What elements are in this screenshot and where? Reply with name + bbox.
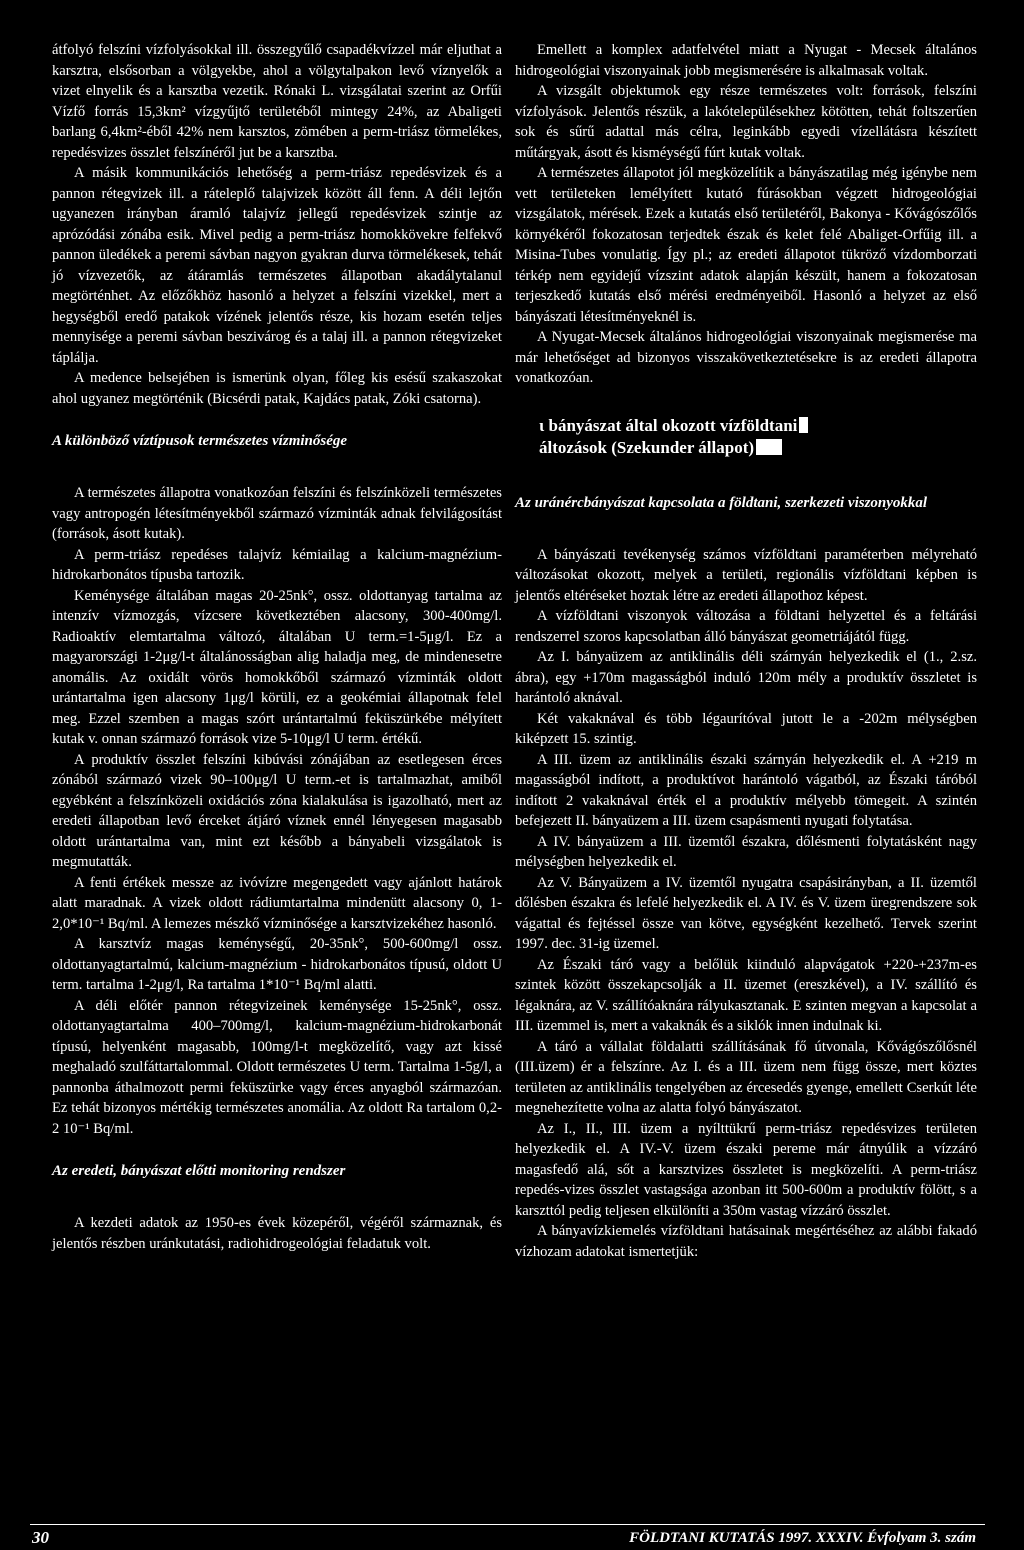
paragraph: A vízföldtani viszonyok változása a földtani helyzettel és a feltárási rendszerrel szoros kapcsolatban álló bányászat geometriájától függ. (515, 608, 977, 645)
section-heading: A különböző víztípusok természetes vízminősége (52, 433, 348, 449)
paragraph: A IV. bányaüzem a III. üzemtől északra, dőlésmenti folytatásként nagy mélységben helyezkedik el. (515, 833, 977, 870)
paragraph: A másik kommunikációs lehetőség a perm-triász repedésvizek és a pannon rétegvizek ill. a ráteleplő talajvizek között áll fenn. A déli lejtőn ugyanezen irányban áramló talajvíz jellegű repedésvizek szintje az aprózódási zónába esik. Mivel pedig a perm-triász homokkövekre felfekvő pannon üledékek a peremi sávban nagyon gyakran durva törmelékesek, tehát jó vízvezetők, az átáramlás természetes állapotban akadálytalanul megtörténhet. Az előzőkhöz hasonló a helyzet a felszíni vizekkel, mert a hegységből eredő patakok vízének jelentős része, kis hozam esetén teljes mennyisége a peremi sávban beszivárog és a talaj ill. a pannon rétegvizeket táplálja. (52, 165, 502, 366)
paragraph: Keménysége általában magas 20-25nk°, ossz. oldottanyag tartalma az intenzív vízmozgás, vízcsere következtében alacsony, 300-400mg/l. Radioaktív elemtartalma változó, általában U term.=1-5μg/l. Ez a magyarországi 1-2μg/l-t általánosságban alig haladja meg, de mindenesetre anomális. Az oxidált vörös homokkőből származó vízminták oldott urántartalma igen alacsony 1μg/l körüli, ez a geokémiai állapotnak felel meg. Ezzel szemben a magas szórt urántartalmú feküszürkébe mélyített kutak v. onnan származó források vize 5-10μg/l U term. értékű. (52, 587, 502, 747)
paragraph: A vizsgált objektumok egy része természetes volt: források, felszíni vízfolyások. Jelentős részük, a lakótelepülésekhez kötötten, tehát foltszerűen sok és sűrű adattal más célra, leginkább egyedi vízellátásra készített műtárgyak, ásott és kisméységű fúrt kutak voltak. (515, 83, 977, 161)
paragraph: Az V. Bányaüzem a IV. üzemtől nyugatra csapásirányban, a II. üzemtől dőlésben északra és lefelé helyezkedik el. A IV. és V. üzem üregrendszere sok vágattal és fejtéssel össze van kötve, egységként kezelhető. Tervek szerint 1997. dec. 31-ig üzemel. (515, 874, 977, 952)
right-column (515, 40, 977, 1262)
paragraph: A természetes állapotot jól megközelítik a bányászatilag még igénybe nem vett területeken lemélyített kutató fúrásokban végzett hidrogeológiai vizsgálatok, mérések. Ezek a kutatás első területéről, Bakonya - Kővágószőlős környékéről fokozatosan terjedtek észak és kelet felé Abaliget-Orfűig ill. a Misina-Tubes vonulatig. Így pl.; az eredeti állapotot tükröző vízdomborzati térkép nem egyidejű vízszint adatok alapján készült, hanem a fokozatosan terjeszkedő kutatás első mérési eredményeiből. Hasonló a helyzet az első bányászati létesítményeknél is. (515, 165, 977, 325)
chapter-heading (539, 415, 977, 459)
paragraph: A bányászati tevékenység számos vízföldtani paraméterben mélyreható változásokat okozott, melyek a területi, regionális vízföldtani képben is jelentős eltéréseket hoztak létre az eredeti állapothoz képest. (515, 546, 977, 604)
paragraph: A kezdeti adatok az 1950-es évek közepéről, végéről származnak, és jelentős részben uránkutatási, radiohidrogeológiai feladatuk volt. (52, 1215, 502, 1252)
chapter-heading-line-1: ι bányászat által okozott vízföldtani (539, 415, 798, 435)
paragraph: Két vakaknával és több légaurítóval jutott le a -202m mélységben kiképzett 15. szintig. (515, 710, 977, 747)
paragraph: A déli előtér pannon rétegvizeinek keménysége 15-25nk°, ossz. oldottanyagtartalma 400–700mg/l, kalcium-magnézium-hidrokarbonát típusú, helyenként magasabb, 100mg/l-t megközelítő, vagy azt kissé meghaladó szulfáttartalommal. Oldott természetes U term. Tartalma 1-5g/l, a pannonba áthalmozott permi feküszürke vagy érces anyagból származóan. Ez tehát bizonyos mértékig természetes anomália. Az oldott Ra tartalom 0,2-2 10⁻¹ Bq/ml. (52, 997, 502, 1137)
chapter-heading-line-2: áltozások (Szekunder állapot) (539, 437, 755, 457)
paragraph: Az I. bányaüzem az antiklinális déli szárnyán helyezkedik el (1., 2.sz. ábra), egy +170m magasságból induló 120m mély a produktív összletet is harántoló aknával. (515, 649, 977, 706)
block-marker-icon (756, 439, 782, 455)
paragraph: A perm-triász repedéses talajvíz kémiailag a kalcium-magnézium-hidrokarbonátos típusba tartozik. (52, 546, 502, 583)
paragraph: A természetes állapotra vonatkozóan felszíni és felszínközeli természetes vagy antropogén létesítményekből származó vízminták adnak felvilágosítást (források, ásott kutak). (52, 485, 502, 542)
paragraph: A Nyugat-Mecsek általános hidrogeológiai viszonyainak megismerése ma már lehetőséget ad bizonyos visszakövetkeztetésekre is az eredeti állapotra vonatkozóan. (515, 329, 977, 386)
paragraph: Az Északi táró vagy a belőlük kiinduló alapvágatok +220-+237m-es szintek között összekapcsolják a II. üzemet (ereszkével), a IV. szállító és légaknára, az V. szállítóaknára rályukasztanak. E szinten megvan a kapcsolat a III. üzemmel is, mert a vakaknák és a siklók innen indulnak ki. (515, 956, 977, 1034)
paragraph: A medence belsejében is ismerünk olyan, főleg kis esésű szakaszokat ahol ugyanez megtörténik (Bicsérdi patak, Kajdács patak, Zóki csatorna). (52, 370, 502, 407)
paragraph: A bányavízkiemelés vízföldtani hatásainak megértéséhez az alábbi fakadó vízhozam adatokat ismertetjük: (515, 1223, 977, 1260)
paragraph: Az I., II., III. üzem a nyílttükrű perm-triász repedésvizes területen helyezkedik el. A IV.-V. üzem északi pereme már átnyúlik a vízzáró magasfedő alá, sőt a karsztvizes összletet is megközelíti. A perm-triász repedés-vizes összlet vastagsága azonban itt 500-600m a produktív fölött, s a karszttól pedig teljesen elkülöníti a 350m vastag vízzáró összlet. (515, 1120, 977, 1219)
paragraph: A táró a vállalat földalatti szállításának fő útvonala, Kővágószőlősnél (III.üzem) ér a felszínre. Az I. és a III. üzem nem függ össze, mert köztes területen az antiklinális tengelyében az ércesedés gyenge, emellett Cserkút léte megnehezítette volna az alatta folyó bányászatot. (515, 1038, 977, 1116)
paragraph: A produktív összlet felszíni kibúvási zónájában az esetlegesen érces zónából származó vizek 90–100μg/l U term.-et is tartalmazhat, amiből egyébként a felszínközeli oxidációs zóna kialakulása is igazolható, mert az eredeti állapotban levő érceket átjáró víznek ennél lényegesen magasabb oldott urántartalma van, mint ezt később a bányabeli vizsgálatok is megmutatták. (52, 751, 502, 870)
paragraph: A karsztvíz magas keménységű, 20-35nk°, 500-600mg/l ossz. oldottanyagtartalmú, kalcium-magnézium - hidrokarbonátos típusú, oldott U term. tartalma 1-2μg/l, Ra tartalma 1*10⁻¹ Bq/ml alatti. (52, 936, 502, 993)
footer-rule (30, 1524, 985, 1525)
paragraph: átfolyó felszíni vízfolyásokkal ill. összegyűlő csapadékvízzel már eljuthat a karsztra, elsősorban a völgyekbe, ahol a völgytalpakon levő víznyelők a vizet elnyelik és a karsztba vezetik. Rónaki L. vizsgálatai szerint az Orfűi Vízfő forrás 15,3km² vízgyűjtő területéből mintegy 24%, az Abaligeti barlang 6,4km²-éből 42% nem karsztos, zömében a perm-triász törmelékes, repedésvizes összlet felszínéről jut be a karsztba. (52, 42, 502, 161)
paragraph: A III. üzem az antiklinális északi szárnyán helyezkedik el. A +219 m magasságból indított, a produktívot harántoló vágatból, az Északi táróból indított 2 vakaknával érték el a produktív mélyebb tömegeit. A szintén befejezett II. bányaüzem a III. üzem csapásmenti nyugati folytatása. (515, 751, 977, 829)
left-column (52, 40, 502, 1254)
paragraph: Emellett a komplex adatfelvétel miatt a Nyugat - Mecsek általános hidrogeológiai viszonyainak jobb megismerésére is alkalmasak voltak. (515, 42, 977, 79)
paragraph: A fenti értékek messze az ivóvízre megengedett vagy ajánlott határok alatt maradnak. A vizek oldott rádiumtartalma mindenütt alacsony 0, 1-2,0*10⁻¹ Bq/ml. A lemezes mészkő vízminősége a karsztvizekéhez hasonló. (52, 874, 502, 932)
section-heading: Az uránércbányászat kapcsolata a földtani, szerkezeti viszonyokkal (515, 494, 928, 511)
block-marker-icon (799, 417, 808, 433)
section-heading: Az eredeti, bányászat előtti monitoring rendszer (52, 1163, 346, 1179)
journal-title: FÖLDTANI KUTATÁS 1997. XXXIV. Évfolyam 3. szám (629, 1530, 976, 1546)
page-number: 30 (32, 1528, 49, 1547)
